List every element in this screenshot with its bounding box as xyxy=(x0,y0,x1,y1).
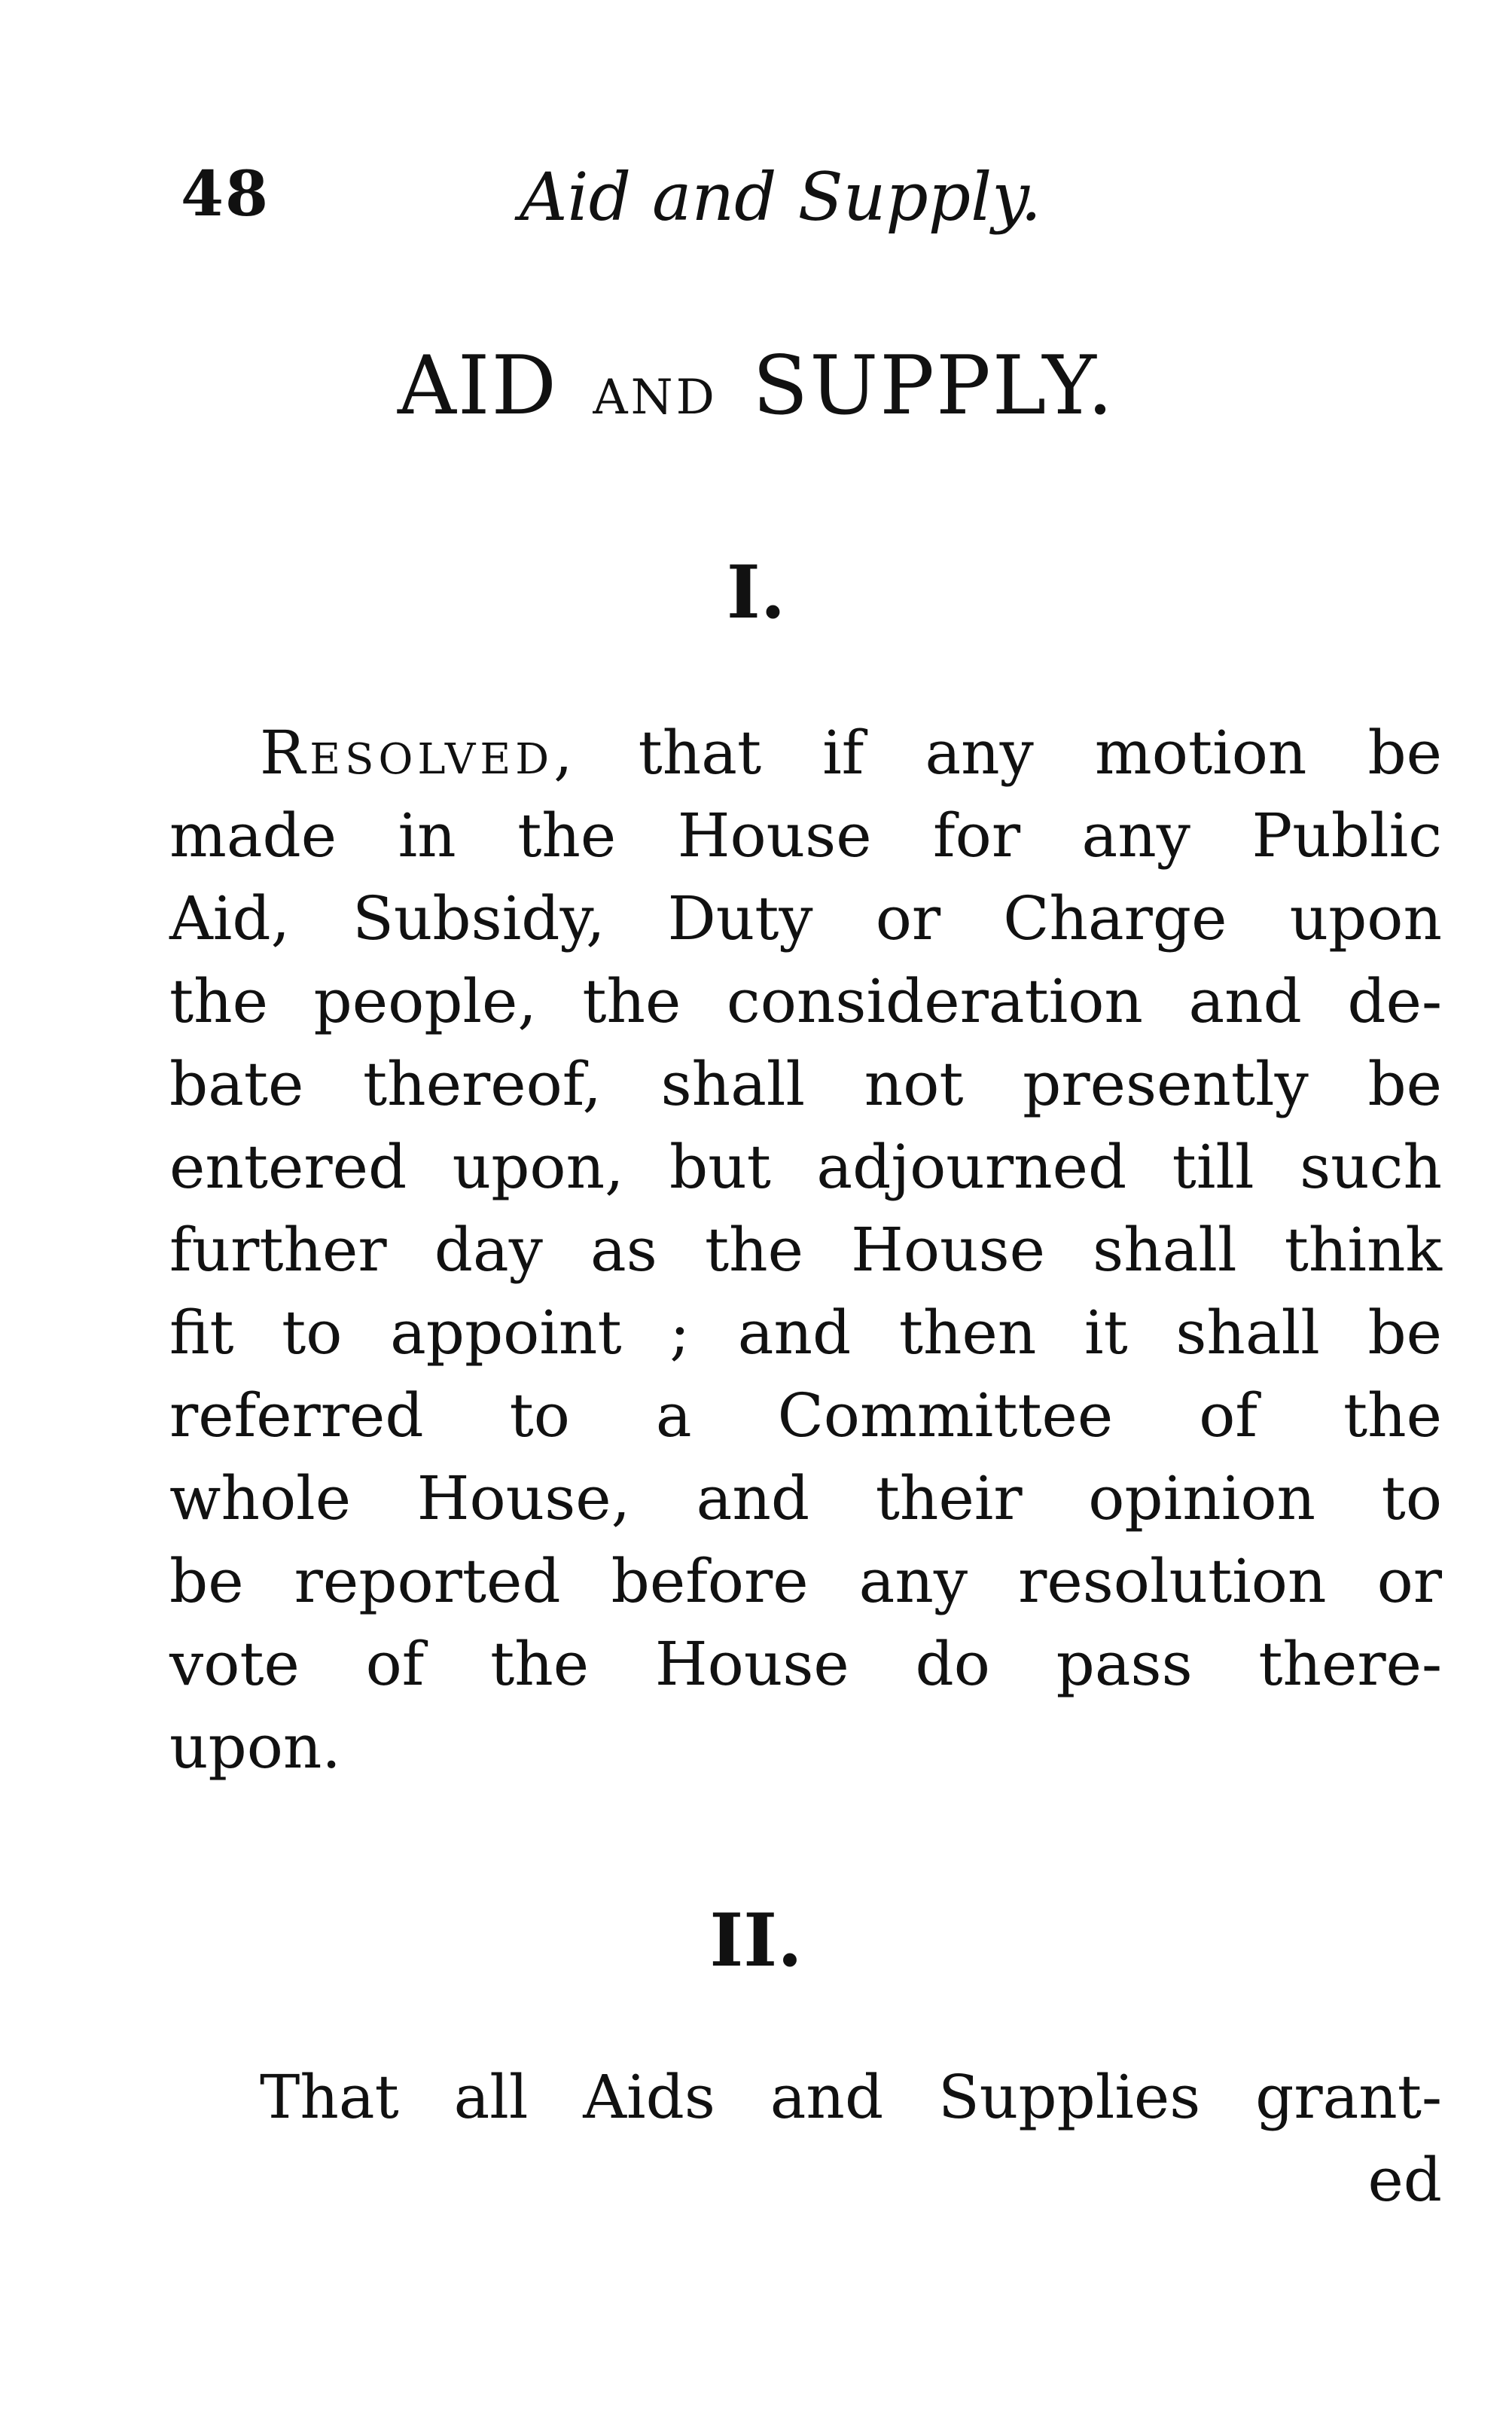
text-line: upon. xyxy=(169,1712,341,1782)
article-numeral-1: I. xyxy=(726,550,786,635)
text-line: be reported before any resolution or xyxy=(169,1546,1442,1616)
text-line: Resolved, that if any motion be xyxy=(260,718,1442,788)
article-1-text xyxy=(169,712,1442,1789)
running-head xyxy=(181,158,1385,256)
page-number: 48 xyxy=(181,158,270,230)
lead-word: Resolved, xyxy=(260,718,578,788)
text-line: That all Aids and Supplies grant- xyxy=(260,2062,1442,2132)
section-title-part1: AID xyxy=(397,339,559,433)
text-line: bate thereof, shall not presently be xyxy=(169,1049,1442,1119)
text-line: the people, the consideration and de- xyxy=(169,966,1442,1036)
text-line: fit to appoint ; and then it shall be xyxy=(169,1298,1442,1368)
section-heading xyxy=(0,339,1512,433)
text-line: entered upon, but adjourned till such xyxy=(169,1132,1442,1202)
text-line: made in the House for any Public xyxy=(169,801,1442,871)
text-line: whole House, and their opinion to xyxy=(169,1463,1442,1533)
article-2-text xyxy=(169,2056,1442,2222)
article-numeral-2: II. xyxy=(709,1898,803,1983)
section-title-and: AND xyxy=(593,370,718,426)
catchword: ed xyxy=(1367,2145,1442,2215)
section-title-part2: SUPPLY. xyxy=(752,339,1115,433)
text-line: further day as the House shall think xyxy=(169,1215,1442,1285)
text-line: Aid, Subsidy, Duty or Charge upon xyxy=(169,883,1442,953)
text-line: vote of the House do pass there- xyxy=(169,1629,1442,1699)
running-title: Aid and Supply. xyxy=(520,158,1042,236)
text-line: referred to a Committee of the xyxy=(169,1380,1442,1450)
